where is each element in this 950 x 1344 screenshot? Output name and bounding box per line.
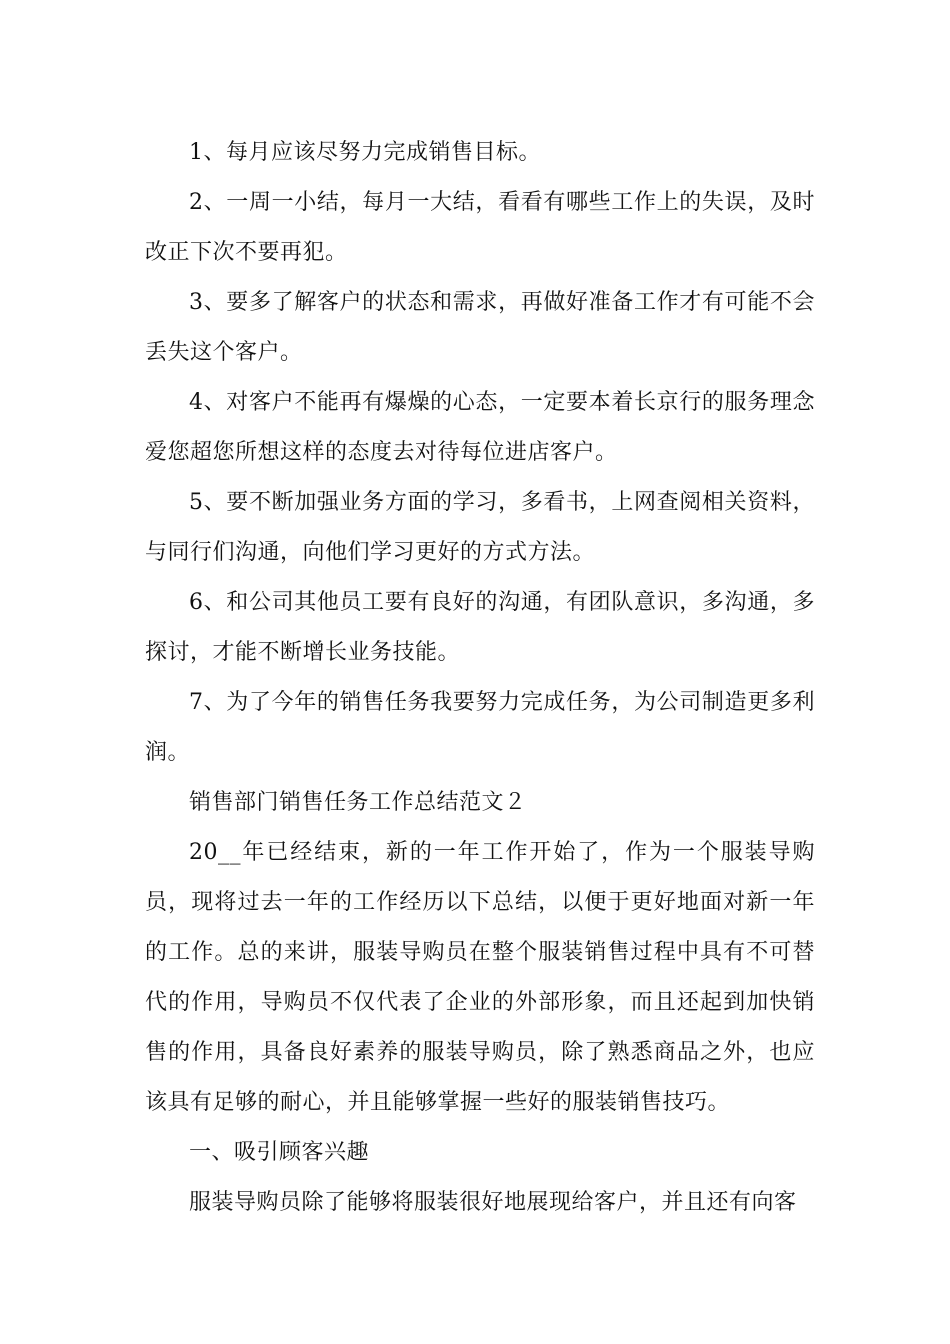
intro-paragraph: 20__年已经结束，新的一年工作开始了，作为一个服装导购员，现将过去一年的工作经历以下总结，以便于更好地面对新一年的工作。总的来讲，服装导购员在整个服装销售过程中具有不可替代的作用，导购员不仅代表了企业的外部形象，而且还起到加快销售的作用，具备良好素养的服装导购员，除了熟悉商品之外，也应该具有足够的耐心，并且能够掌握一些好的服装销售技巧。 (145, 840, 815, 1115)
paragraph-item-3: 3、要多了解客户的状态和需求，再做好准备工作才有可能不会丢失这个客户。 (145, 290, 815, 365)
section-heading: 销售部门销售任务工作总结范文２ (189, 790, 527, 815)
subheading: 一、吸引顾客兴趣 (189, 1140, 370, 1165)
paragraph-item-4: 4、对客户不能再有爆燥的心态，一定要本着长京行的服务理念爱您超您所想这样的态度去对待每位进店客户。 (145, 390, 815, 465)
body-paragraph: 服装导购员除了能够将服装很好地展现给客户，并且还有向客 (189, 1190, 797, 1215)
paragraph-item-1: 1、每月应该尽努力完成销售目标。 (189, 140, 541, 165)
paragraph-item-5: 5、要不断加强业务方面的学习，多看书，上网查阅相关资料，与同行们沟通，向他们学习更好的方式方法。 (145, 490, 815, 565)
paragraph-item-2: 2、一周一小结，每月一大结，看看有哪些工作上的失误，及时改正下次不要再犯。 (145, 190, 815, 265)
document-body (145, 128, 815, 1228)
paragraph-item-6: 6、和公司其他员工要有良好的沟通，有团队意识，多沟通，多探讨，才能不断增长业务技能。 (145, 590, 815, 665)
paragraph-item-7: 7、为了今年的销售任务我要努力完成任务，为公司制造更多利润。 (145, 690, 815, 765)
